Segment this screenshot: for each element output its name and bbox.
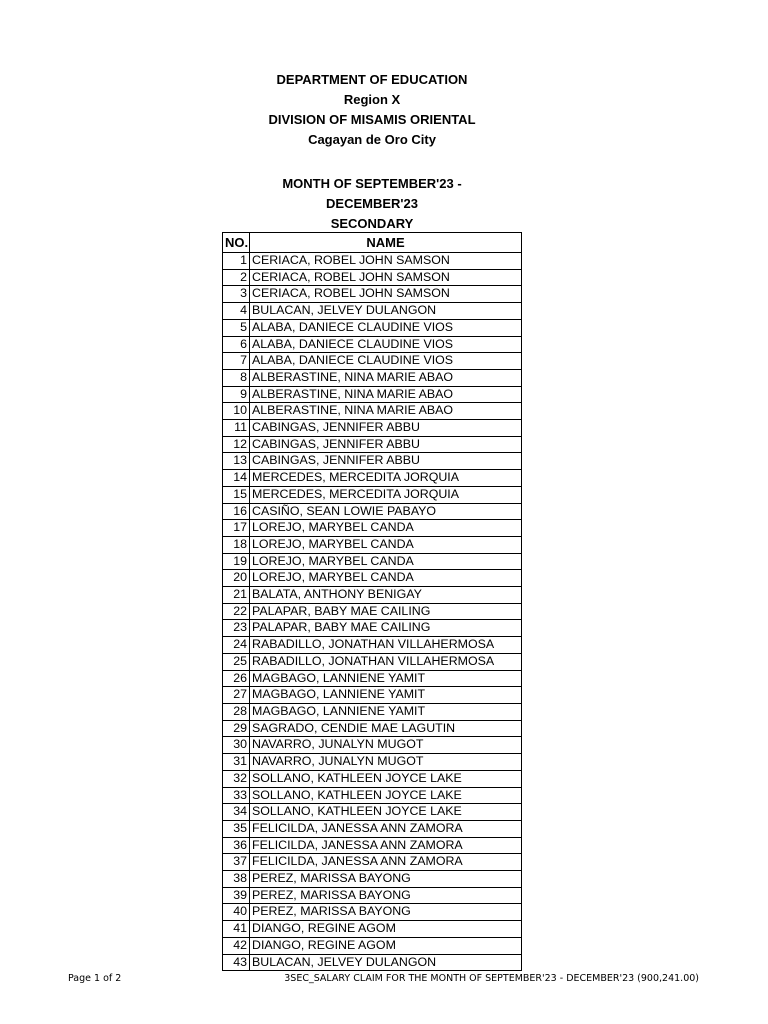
row-number-cell: 7: [223, 353, 250, 370]
row-number-cell: 9: [223, 386, 250, 403]
employee-name-cell: PEREZ, MARISSA BAYONG: [250, 904, 522, 921]
employee-name-cell: BALATA, ANTHONY BENIGAY: [250, 587, 522, 604]
table-row: [223, 954, 522, 971]
table-row: [223, 837, 522, 854]
table-row: [223, 770, 522, 787]
employee-name-cell: MERCEDES, MERCEDITA JORQUIA: [250, 470, 522, 487]
row-number-cell: 40: [223, 904, 250, 921]
employee-name-cell: CASIÑO, SEAN LOWIE PABAYO: [250, 503, 522, 520]
row-number-cell: 37: [223, 854, 250, 871]
employee-name-cell: MAGBAGO, LANNIENE YAMIT: [250, 703, 522, 720]
employee-name-cell: MERCEDES, MERCEDITA JORQUIA: [250, 486, 522, 503]
row-number-cell: 31: [223, 754, 250, 771]
table-row: [223, 253, 522, 270]
row-number-cell: 21: [223, 587, 250, 604]
table-row: [223, 703, 522, 720]
employee-name-cell: DIANGO, REGINE AGOM: [250, 937, 522, 954]
employee-name-cell: LOREJO, MARYBEL CANDA: [250, 570, 522, 587]
employee-name-cell: CABINGAS, JENNIFER ABBU: [250, 453, 522, 470]
table-row: [223, 553, 522, 570]
table-row: [223, 536, 522, 553]
employee-name-cell: LOREJO, MARYBEL CANDA: [250, 553, 522, 570]
table-row: [223, 937, 522, 954]
table-row: [223, 921, 522, 938]
employee-name-cell: RABADILLO, JONATHAN VILLAHERMOSA: [250, 653, 522, 670]
table-row: [223, 820, 522, 837]
period-line-1: MONTH OF SEPTEMBER'23 -: [282, 176, 462, 191]
row-number-cell: 10: [223, 403, 250, 420]
employee-name-cell: SOLLANO, KATHLEEN JOYCE LAKE: [250, 787, 522, 804]
table-row: [223, 653, 522, 670]
table-row: [223, 420, 522, 437]
employee-name-cell: SAGRADO, CENDIE MAE LAGUTIN: [250, 720, 522, 737]
table-row: [223, 787, 522, 804]
employee-name-cell: NAVARRO, JUNALYN MUGOT: [250, 737, 522, 754]
employee-name-cell: LOREJO, MARYBEL CANDA: [250, 536, 522, 553]
employee-name-cell: PEREZ, MARISSA BAYONG: [250, 871, 522, 888]
table-row: [223, 887, 522, 904]
region-title: Region X: [343, 92, 401, 107]
department-title: DEPARTMENT OF EDUCATION: [276, 72, 468, 87]
row-number-cell: 2: [223, 269, 250, 286]
row-number-cell: 22: [223, 603, 250, 620]
row-number-cell: 29: [223, 720, 250, 737]
employee-name-cell: LOREJO, MARYBEL CANDA: [250, 520, 522, 537]
row-number-cell: 41: [223, 921, 250, 938]
row-number-cell: 16: [223, 503, 250, 520]
employee-name-cell: CERIACA, ROBEL JOHN SAMSON: [250, 269, 522, 286]
city-title: Cagayan de Oro City: [308, 132, 436, 147]
row-number-cell: 28: [223, 703, 250, 720]
table-header-row: [223, 233, 522, 253]
table-row: [223, 286, 522, 303]
row-number-cell: 12: [223, 436, 250, 453]
row-number-cell: 42: [223, 937, 250, 954]
employee-name-cell: MAGBAGO, LANNIENE YAMIT: [250, 687, 522, 704]
row-number-cell: 17: [223, 520, 250, 537]
row-number-cell: 18: [223, 536, 250, 553]
employee-name-cell: FELICILDA, JANESSA ANN ZAMORA: [250, 820, 522, 837]
table-body: [223, 253, 522, 971]
division-title: DIVISION OF MISAMIS ORIENTAL: [268, 112, 476, 127]
employee-name-cell: CABINGAS, JENNIFER ABBU: [250, 420, 522, 437]
employee-name-cell: NAVARRO, JUNALYN MUGOT: [250, 754, 522, 771]
employee-name-cell: PALAPAR, BABY MAE CAILING: [250, 603, 522, 620]
row-number-cell: 25: [223, 653, 250, 670]
employee-name-cell: BULACAN, JELVEY DULANGON: [250, 303, 522, 320]
employee-table: [222, 232, 522, 971]
employee-name-cell: SOLLANO, KATHLEEN JOYCE LAKE: [250, 770, 522, 787]
table-row: [223, 804, 522, 821]
period-header: [222, 174, 522, 234]
row-number-cell: 19: [223, 553, 250, 570]
table-row: [223, 269, 522, 286]
row-number-cell: 20: [223, 570, 250, 587]
employee-name-cell: ALABA, DANIECE CLAUDINE VIOS: [250, 353, 522, 370]
employee-name-cell: FELICILDA, JANESSA ANN ZAMORA: [250, 837, 522, 854]
employee-name-cell: ALBERASTINE, NINA MARIE ABAO: [250, 403, 522, 420]
employee-name-cell: ALABA, DANIECE CLAUDINE VIOS: [250, 336, 522, 353]
table-row: [223, 303, 522, 320]
row-number-cell: 35: [223, 820, 250, 837]
table-row: [223, 353, 522, 370]
document-header: [222, 70, 522, 150]
row-number-cell: 24: [223, 637, 250, 654]
table-row: [223, 436, 522, 453]
table-row: [223, 637, 522, 654]
table-row: [223, 336, 522, 353]
employee-name-cell: SOLLANO, KATHLEEN JOYCE LAKE: [250, 804, 522, 821]
row-number-cell: 43: [223, 954, 250, 971]
table-row: [223, 854, 522, 871]
level-title: SECONDARY: [330, 216, 414, 231]
row-number-cell: 23: [223, 620, 250, 637]
row-number-cell: 3: [223, 286, 250, 303]
file-caption: 3SEC_SALARY CLAIM FOR THE MONTH OF SEPTEMBER'23 - DECEMBER'23 (900,241.00): [284, 973, 699, 984]
table-row: [223, 603, 522, 620]
table-row: [223, 503, 522, 520]
employee-name-cell: CERIACA, ROBEL JOHN SAMSON: [250, 286, 522, 303]
table-row: [223, 453, 522, 470]
page-number: Page 1 of 2: [68, 973, 122, 984]
row-number-cell: 5: [223, 319, 250, 336]
table-row: [223, 486, 522, 503]
table-row: [223, 904, 522, 921]
employee-name-cell: RABADILLO, JONATHAN VILLAHERMOSA: [250, 637, 522, 654]
row-number-cell: 32: [223, 770, 250, 787]
row-number-cell: 15: [223, 486, 250, 503]
row-number-cell: 13: [223, 453, 250, 470]
table-row: [223, 470, 522, 487]
table-row: [223, 670, 522, 687]
row-number-cell: 26: [223, 670, 250, 687]
employee-name-cell: BULACAN, JELVEY DULANGON: [250, 954, 522, 971]
row-number-cell: 33: [223, 787, 250, 804]
row-number-cell: 4: [223, 303, 250, 320]
table-row: [223, 620, 522, 637]
row-number-cell: 30: [223, 737, 250, 754]
employee-name-cell: DIANGO, REGINE AGOM: [250, 921, 522, 938]
table-row: [223, 319, 522, 336]
table-row: [223, 587, 522, 604]
period-line-2: DECEMBER'23: [326, 196, 418, 211]
employee-name-cell: FELICILDA, JANESSA ANN ZAMORA: [250, 854, 522, 871]
row-number-cell: 6: [223, 336, 250, 353]
employee-name-cell: MAGBAGO, LANNIENE YAMIT: [250, 670, 522, 687]
table-row: [223, 520, 522, 537]
employee-name-cell: ALBERASTINE, NINA MARIE ABAO: [250, 386, 522, 403]
row-number-cell: 11: [223, 420, 250, 437]
row-number-cell: 27: [223, 687, 250, 704]
table-row: [223, 737, 522, 754]
table-row: [223, 720, 522, 737]
row-number-cell: 38: [223, 871, 250, 888]
employee-name-cell: ALBERASTINE, NINA MARIE ABAO: [250, 369, 522, 386]
table-row: [223, 403, 522, 420]
row-number-cell: 39: [223, 887, 250, 904]
employee-name-cell: ALABA, DANIECE CLAUDINE VIOS: [250, 319, 522, 336]
table-row: [223, 570, 522, 587]
row-number-cell: 14: [223, 470, 250, 487]
row-number-cell: 36: [223, 837, 250, 854]
row-number-cell: 34: [223, 804, 250, 821]
employee-name-cell: CERIACA, ROBEL JOHN SAMSON: [250, 253, 522, 270]
table-row: [223, 687, 522, 704]
column-header-no: NO.: [223, 233, 250, 253]
employee-name-cell: PEREZ, MARISSA BAYONG: [250, 887, 522, 904]
employee-name-cell: PALAPAR, BABY MAE CAILING: [250, 620, 522, 637]
column-header-name: NAME: [250, 233, 522, 253]
table-row: [223, 871, 522, 888]
row-number-cell: 1: [223, 253, 250, 270]
table-row: [223, 369, 522, 386]
employee-name-cell: CABINGAS, JENNIFER ABBU: [250, 436, 522, 453]
table-row: [223, 754, 522, 771]
table-row: [223, 386, 522, 403]
row-number-cell: 8: [223, 369, 250, 386]
